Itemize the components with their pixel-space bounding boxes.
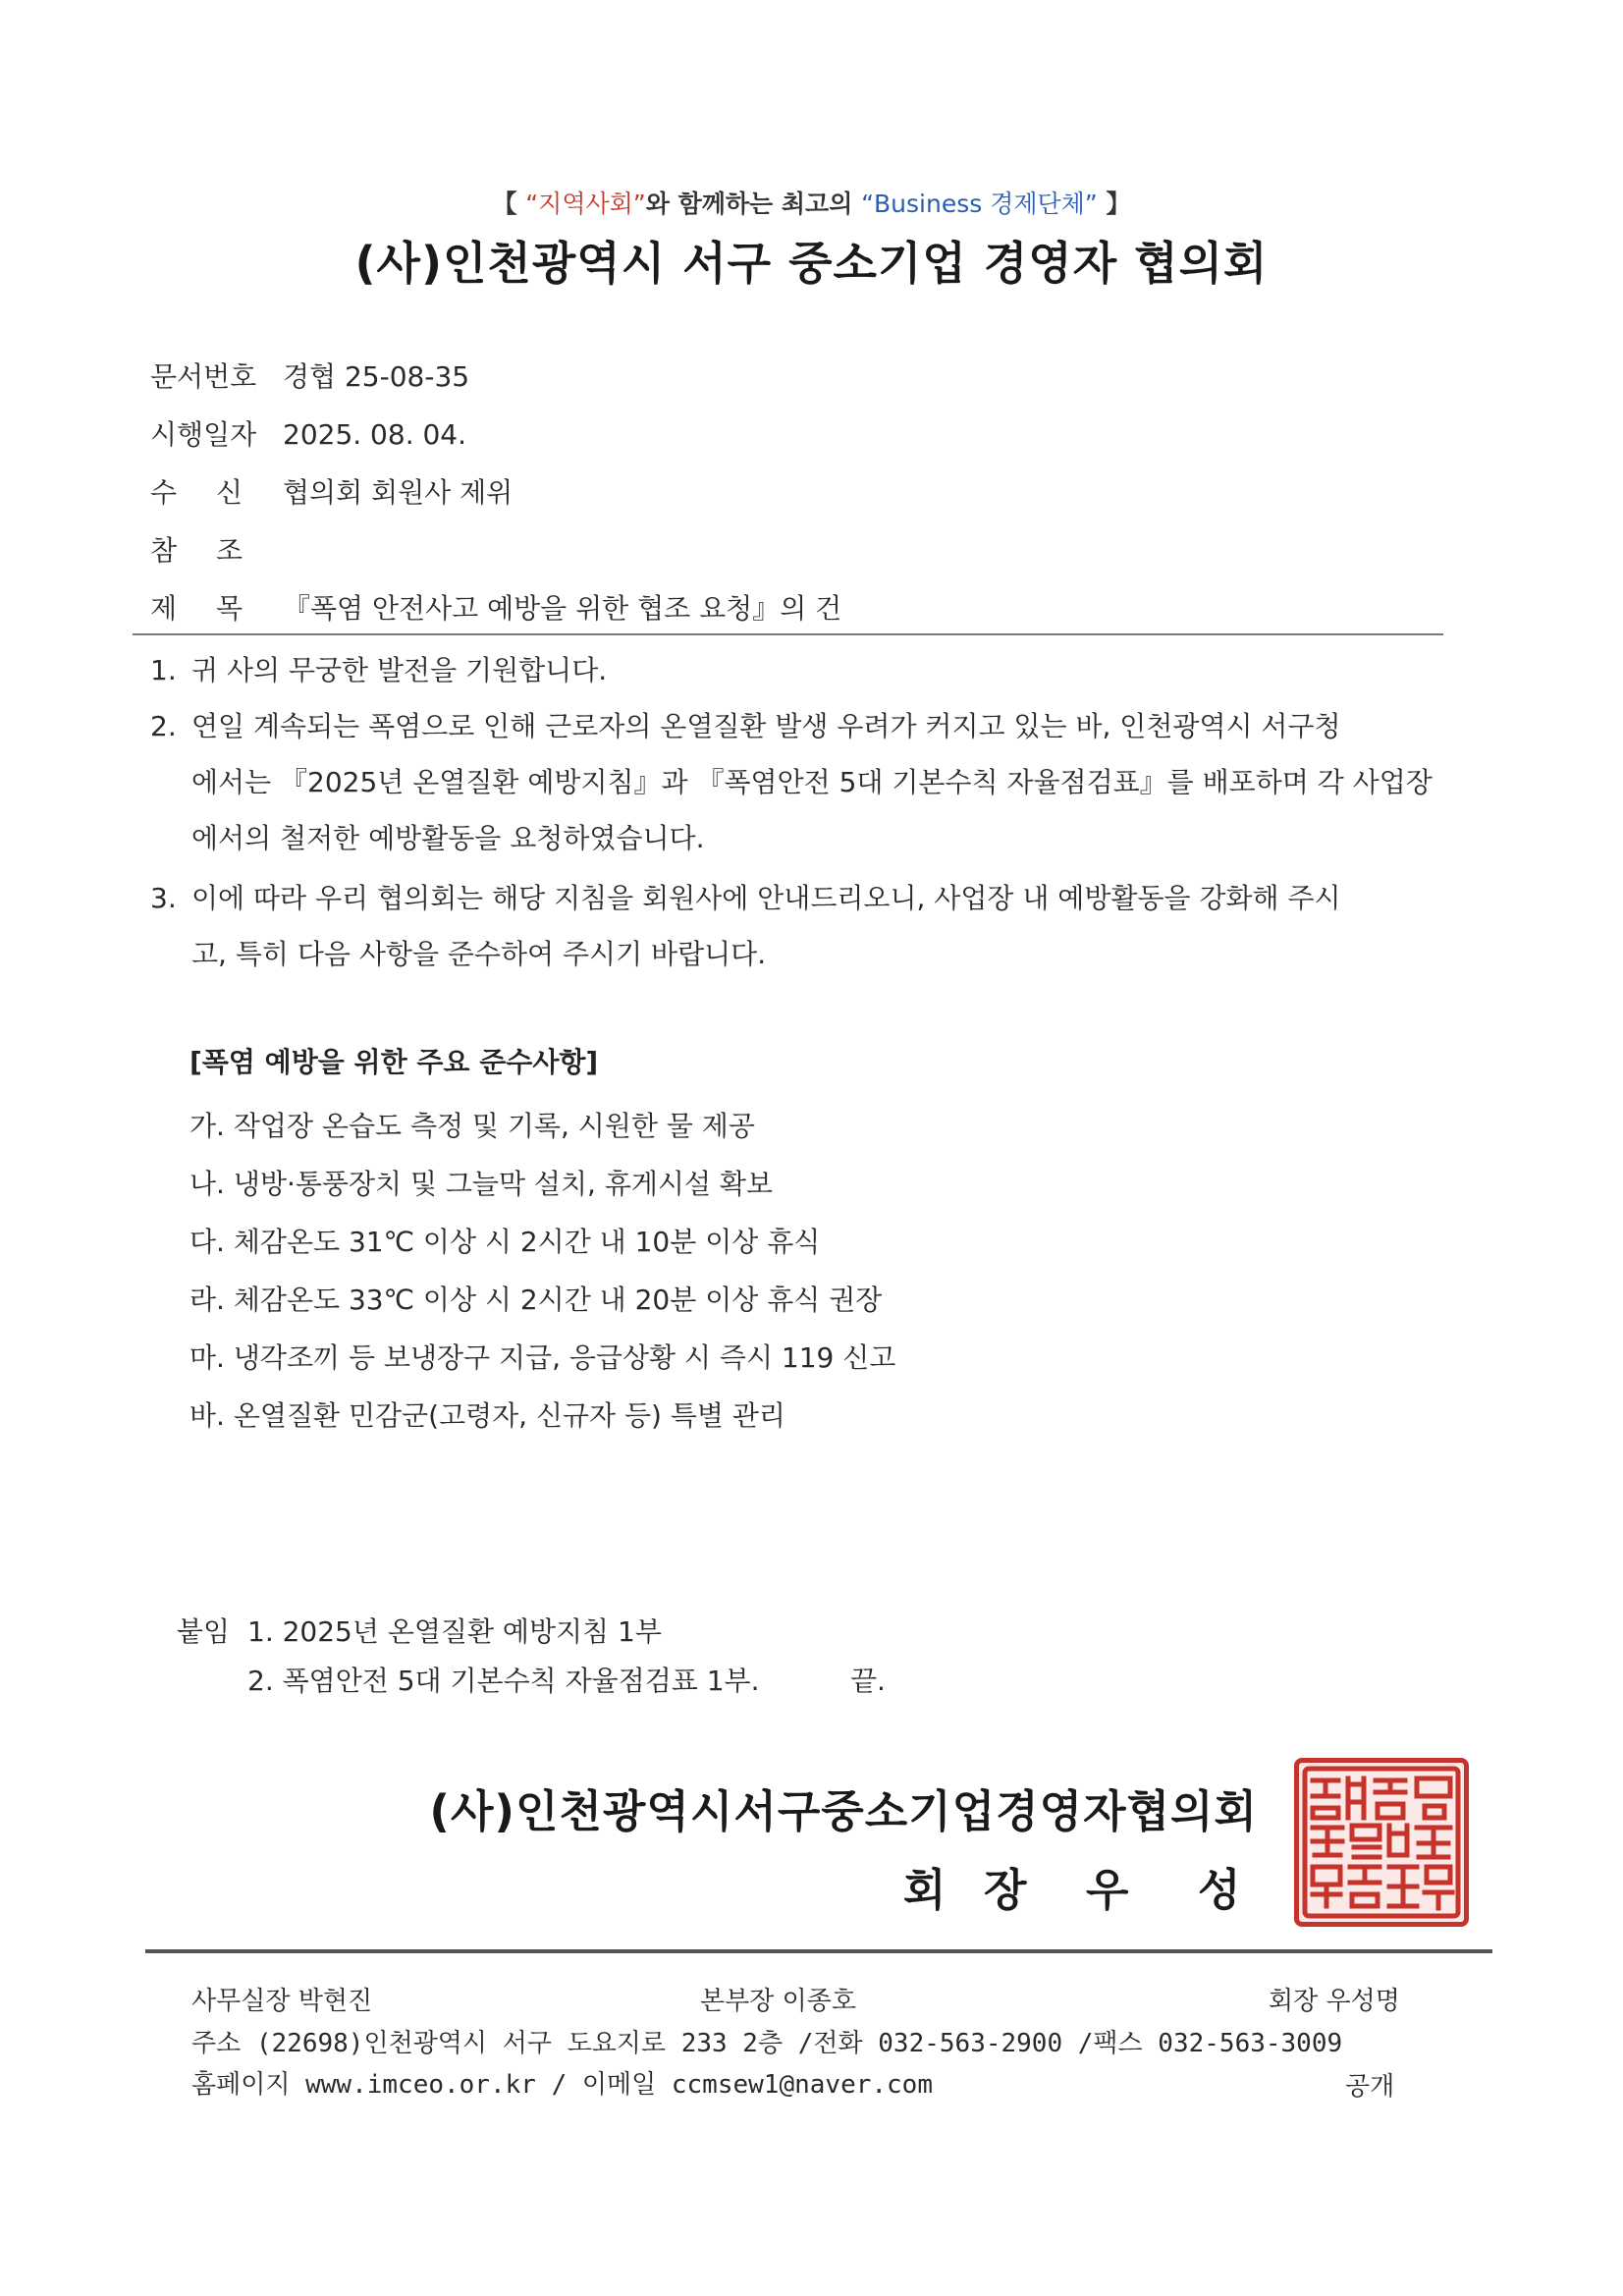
slogan-middle: 와 함께하는 최고의 (645, 190, 862, 218)
slogan (0, 185, 1623, 220)
attachment-item-2: 2. 폭염안전 5대 기본수칙 자율점검표 1부. (247, 1665, 760, 1697)
guideline-item: 다. 체감온도 31℃ 이상 시 2시간 내 10분 이상 휴식 (189, 1226, 821, 1258)
doc-number-value: 경협 25-08-35 (283, 360, 470, 393)
footer-web-contact: 홈페이지 www.imceo.or.kr / 이메일 ccmsew1@naver.com (191, 2070, 933, 2100)
slogan-quote-community: “지역사회” (525, 190, 646, 218)
header-divider (133, 633, 1443, 635)
footer-divider (145, 1949, 1492, 1953)
meta-recipient (150, 471, 513, 511)
recipient-label: 수신 (150, 476, 283, 509)
recipient-value: 협의회 회원사 제위 (283, 476, 514, 509)
guideline-item: 가. 작업장 온습도 측정 및 기록, 시원한 물 제공 (189, 1110, 755, 1142)
paragraph-3-number: 3. (150, 882, 177, 914)
signature-char: 성 (1198, 1864, 1241, 1916)
guideline-item: 바. 온열질환 민감군(고령자, 신규자 등) 특별 관리 (189, 1399, 785, 1432)
footer-disclosure-status: 공개 (1345, 2072, 1395, 2102)
subject-label: 제목 (150, 592, 283, 625)
organization-title: (사)인천광역시 서구 중소기업 경영자 협의회 (354, 237, 1269, 290)
signature-chairman (903, 1854, 1336, 1918)
paragraph-2-number: 2. (150, 710, 177, 742)
subject-value: 『폭염 안전사고 예방을 위한 협조 요청』의 건 (283, 592, 842, 625)
date-label: 시행일자 (150, 418, 257, 451)
signature-organization: (사)인천광역시서구중소기업경영자협의회 (429, 1785, 1258, 1837)
paragraph-2-line-2: 에서는 『2025년 온열질환 예방지침』과 『폭염안전 5대 기본수칙 자율점검표』를 배포하며 각 사업장 (191, 766, 1433, 798)
slogan-close-bracket: 】 (1097, 190, 1131, 218)
reference-label: 참조 (150, 534, 283, 567)
meta-subject (150, 587, 841, 627)
end-mark: 끝. (850, 1665, 886, 1697)
slogan-quote-business: “Business 경제단체” (861, 190, 1098, 218)
guideline-item: 나. 냉방·통풍장치 및 그늘막 설치, 휴게시설 확보 (189, 1168, 774, 1200)
paragraph-3-line-1: 이에 따라 우리 협의회는 해당 지침을 회원사에 안내드리오니, 사업장 내 예방활동을 강화해 주시 (191, 882, 1341, 914)
signature-char: 우 (1086, 1864, 1129, 1916)
meta-date (150, 413, 466, 453)
paragraph-2-line-3: 에서의 철저한 예방활동을 요청하였습니다. (191, 822, 705, 854)
signature-char: 장 (984, 1864, 1027, 1916)
meta-reference (150, 529, 283, 569)
paragraph-2 (150, 698, 1481, 866)
paragraph-1-text: 귀 사의 무궁한 발전을 기원합니다. (191, 654, 608, 686)
guideline-item: 마. 냉각조끼 등 보냉장구 지급, 응급상황 시 즉시 119 신고 (189, 1341, 896, 1374)
paragraph-3-line-2: 고, 특히 다음 사항을 준수하여 주시기 바랍니다. (191, 938, 767, 970)
paragraph-3 (150, 870, 1481, 982)
footer-staff-chairman: 회장 우성명 (1269, 1987, 1400, 2016)
seal-graphic (1299, 1763, 1464, 1922)
official-seal (1294, 1758, 1469, 1927)
paragraph-1-number: 1. (150, 654, 177, 686)
attachment-item-1: 1. 2025년 온열질환 예방지침 1부 (247, 1615, 662, 1648)
slogan-open-bracket: 【 (492, 190, 526, 218)
attachment-label: 붙임 (177, 1615, 231, 1648)
meta-doc-number (150, 355, 469, 395)
guideline-item: 라. 체감온도 33℃ 이상 시 2시간 내 20분 이상 휴식 권장 (189, 1284, 883, 1316)
footer-address: 주소 (22698)인천광역시 서구 도요지로 233 2층 /전화 032-563-2900 /팩스 032-563-3009 (191, 2029, 1343, 2058)
paragraph-1 (150, 642, 1481, 698)
footer-staff-office-manager: 사무실장 박현진 (191, 1987, 373, 2016)
paragraph-2-line-1: 연일 계속되는 폭염으로 인해 근로자의 온열질환 발생 우려가 커지고 있는 바, 인천광역시 서구청 (191, 710, 1341, 742)
guidelines-title: [폭염 예방을 위한 주요 준수사항] (189, 1046, 599, 1078)
doc-number-label: 문서번호 (150, 360, 257, 393)
footer-staff-director: 본부장 이종호 (700, 1987, 856, 2016)
date-value: 2025. 08. 04. (283, 418, 467, 451)
signature-char: 회 (903, 1864, 947, 1916)
